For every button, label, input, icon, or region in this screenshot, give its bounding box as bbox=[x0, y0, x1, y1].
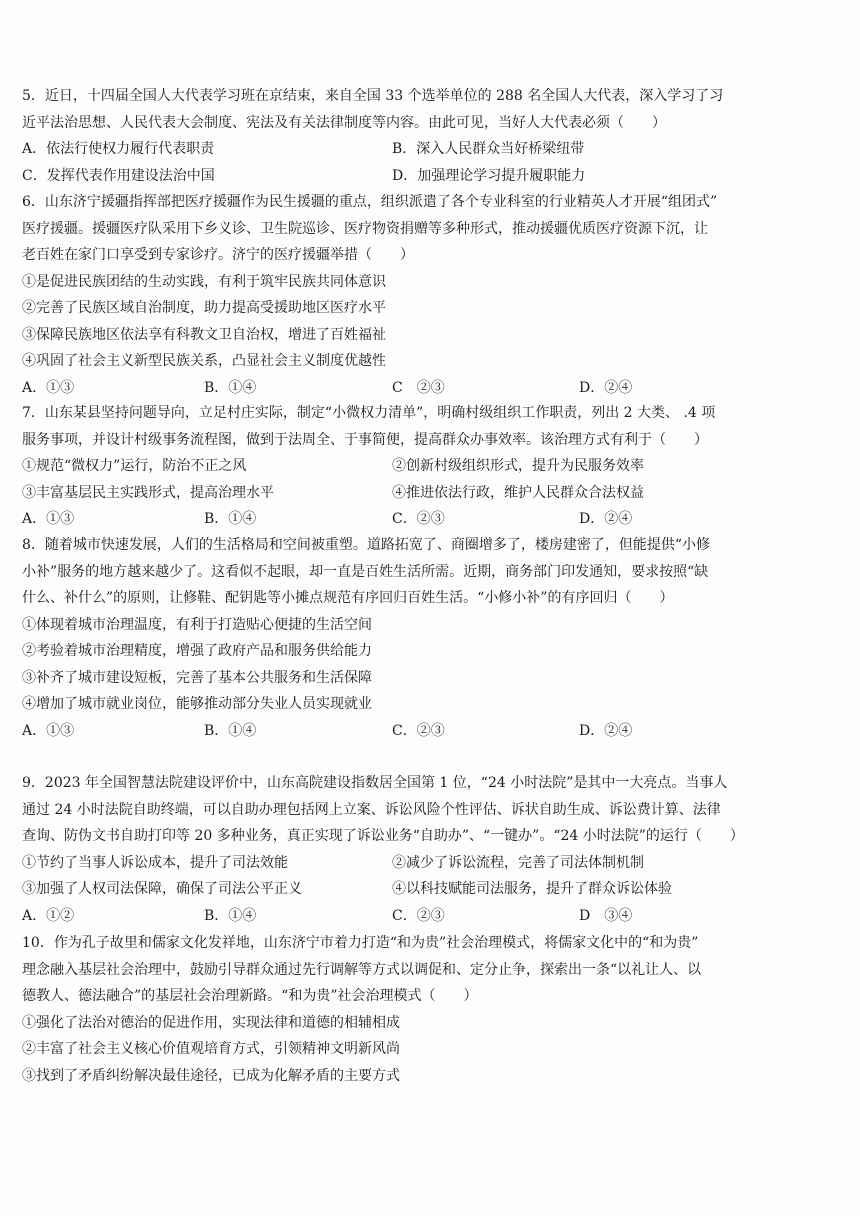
question-8-options-row bbox=[22, 718, 822, 745]
question-6 bbox=[22, 189, 822, 401]
question-9 bbox=[22, 770, 822, 929]
question-9-options-row bbox=[22, 903, 822, 930]
statement-1: ①是促进民族团结的生动实践，有利于筑牢民族共同体意识 bbox=[22, 273, 386, 290]
statement-3: ③补齐了城市建设短板，完善了基本公共服务和生活保障 bbox=[22, 669, 372, 686]
option-a[interactable]: A．①③ bbox=[22, 511, 75, 527]
question-10-stem-line: 10．作为孔子故里和儒家文化发祥地，山东济宁市着力打造“和为贵”社会治理模式，将儒家文化中的“和为贵” bbox=[22, 935, 699, 951]
option-c[interactable]: C．②③ bbox=[392, 722, 445, 739]
option-d[interactable]: D．②④ bbox=[579, 511, 633, 527]
question-10-stem-line: 理念融入基层社会治理中，鼓励引导群众通过先行调解等方式以调促和、定分止争，探索出一条“以礼让人、以 bbox=[22, 961, 702, 978]
statement-2: ②丰富了社会主义核心价值观培育方式，引领精神文明新风尚 bbox=[22, 1041, 400, 1057]
option-b[interactable]: B．①④ bbox=[204, 722, 257, 739]
question-9-statements-row bbox=[22, 876, 822, 903]
statement-2: ②减少了诉讼流程，完善了司法体制机制 bbox=[392, 854, 644, 871]
statement-4: ④以科技赋能司法服务，提升了群众诉讼体验 bbox=[392, 881, 672, 897]
question-7-options-row bbox=[22, 506, 822, 533]
statement-3: ③加强了人权司法保障，确保了司法公平正义 bbox=[22, 881, 302, 897]
question-5-stem-line: 近平法治思想、人民代表大会制度、宪法及有关法律制度等内容。由此可见，当好人大代表必须（ ） bbox=[22, 114, 666, 131]
option-b[interactable]: B．深入人民群众当好桥梁纽带 bbox=[392, 141, 585, 157]
statement-2: ②考验着城市治理精度，增强了政府产品和服务供给能力 bbox=[22, 643, 372, 659]
option-d[interactable]: D．②④ bbox=[579, 722, 633, 739]
question-8-stem-line: 小补”服务的地方越来越少了。这看似不起眼，却一直是百姓生活所需。近期，商务部门印发通知，要求按照“缺 bbox=[22, 563, 709, 580]
question-8-stem-line: 什么、补什么”的原则，让修鞋、配钥匙等小摊点规范有序回归百姓生活。“小修小补”的有序回归（ ） bbox=[22, 590, 674, 606]
statement-3: ③丰富基层民主实践形式，提高治理水平 bbox=[22, 484, 274, 501]
question-6-options-row bbox=[22, 375, 822, 402]
option-b[interactable]: B．①④ bbox=[204, 511, 257, 527]
statement-2: ②创新村级组织形式，提升为民服务效率 bbox=[392, 458, 644, 474]
statement-1: ①规范“微权力”运行，防治不正之风 bbox=[22, 458, 247, 474]
question-6-stem-line: 医疗援疆。援疆医疗队采用下乡义诊、卫生院巡诊、医疗物资捐赠等多种形式，推动援疆优质医疗资源下沉，让 bbox=[22, 220, 708, 237]
option-a[interactable]: A．①② bbox=[22, 907, 75, 924]
statement-3: ③保障民族地区依法享有科教文卫自治权，增进了百姓福祉 bbox=[22, 326, 386, 343]
option-a[interactable]: A．依法行使权力履行代表职责 bbox=[22, 141, 215, 157]
question-6-stem-line: 老百姓在家门口享受到专家诊疗。济宁的医疗援疆举措（ ） bbox=[22, 247, 414, 263]
question-9-stem-line: 查询、防伪文书自助打印等 20 多种业务，真正实现了诉讼业务“自助办”、“一键办”。“24 小时法院”的运行（ ） bbox=[22, 828, 744, 844]
question-6-stem-line: 6．山东济宁援疆指挥部把医疗援疆作为民生援疆的重点，组织派遣了各个专业科室的行业精英人才开展“组团式” bbox=[22, 194, 718, 210]
question-7-statements-row bbox=[22, 480, 822, 507]
statement-1: ①节约了当事人诉讼成本，提升了司法效能 bbox=[22, 854, 288, 871]
option-c[interactable]: C．发挥代表作用建设法治中国 bbox=[22, 167, 215, 184]
question-7-stem-line: 7．山东某县坚持问题导向，立足村庄实际，制定“小微权力清单”，明确村级组织工作职责，列出 2 大类、 .4 项 bbox=[22, 405, 716, 421]
question-7-statements-row bbox=[22, 453, 822, 480]
question-8-stem-line: 8．随着城市快速发展，人们的生活格局和空间被重塑。道路拓宽了、商圈增多了，楼房建密了，但能提供“小修 bbox=[22, 537, 711, 553]
option-b[interactable]: B．①④ bbox=[204, 907, 257, 924]
statement-4: ④巩固了社会主义新型民族关系，凸显社会主义制度优越性 bbox=[22, 353, 386, 369]
statement-4: ④推进依法行政，维护人民群众合法权益 bbox=[392, 484, 644, 501]
question-9-stem-line: 通过 24 小时法院自助终端，可以自助办理包括网上立案、诉讼风险个性评估、诉状自助生成、诉讼费计算、法律 bbox=[22, 801, 721, 818]
option-b[interactable]: B．①④ bbox=[204, 379, 257, 396]
option-c[interactable]: C ②③ bbox=[392, 379, 445, 396]
option-a[interactable]: A．①③ bbox=[22, 379, 75, 396]
statement-1: ①体现着城市治理温度，有利于打造贴心便捷的生活空间 bbox=[22, 616, 372, 633]
question-5-options-row bbox=[22, 136, 822, 163]
question-5 bbox=[22, 83, 822, 189]
question-7 bbox=[22, 400, 822, 533]
statement-4: ④增加了城市就业岗位，能够推动部分失业人员实现就业 bbox=[22, 696, 372, 712]
question-9-stem-line: 9．2023 年全国智慧法院建设评价中，山东高院建设指数居全国第 1 位，“24 小时法院”是其中一大亮点。当事人 bbox=[22, 775, 728, 791]
option-c[interactable]: C．②③ bbox=[392, 907, 445, 924]
question-8 bbox=[22, 532, 822, 744]
statement-2: ②完善了民族区域自治制度，助力提高受援助地区医疗水平 bbox=[22, 300, 386, 316]
statement-3: ③找到了矛盾纠纷解决最佳途径，已成为化解矛盾的主要方式 bbox=[22, 1067, 400, 1084]
option-d[interactable]: D．加强理论学习提升履职能力 bbox=[392, 167, 586, 184]
question-9-statements-row bbox=[22, 850, 822, 877]
question-5-options-row bbox=[22, 163, 822, 190]
question-10 bbox=[22, 930, 822, 1089]
question-5-stem-line: 5．近日，十四届全国人大代表学习班在京结束，来自全国 33 个选举单位的 288 名全国人大代表，深入学习了习 bbox=[22, 88, 724, 104]
option-d[interactable]: D．②④ bbox=[579, 379, 633, 396]
question-10-stem-line: 德教人、德法融合”的基层社会治理新路。“和为贵”社会治理模式（ ） bbox=[22, 988, 478, 1004]
option-c[interactable]: C．②③ bbox=[392, 511, 445, 527]
option-a[interactable]: A．①③ bbox=[22, 722, 75, 739]
option-d[interactable]: D ③④ bbox=[579, 907, 633, 924]
question-7-stem-line: 服务事项，并设计村级事务流程图，做到于法周全、于事简便，提高群众办事效率。该治理方式有利于（ ） bbox=[22, 431, 708, 448]
statement-1: ①强化了法治对德治的促进作用，实现法律和道德的相辅相成 bbox=[22, 1014, 400, 1031]
